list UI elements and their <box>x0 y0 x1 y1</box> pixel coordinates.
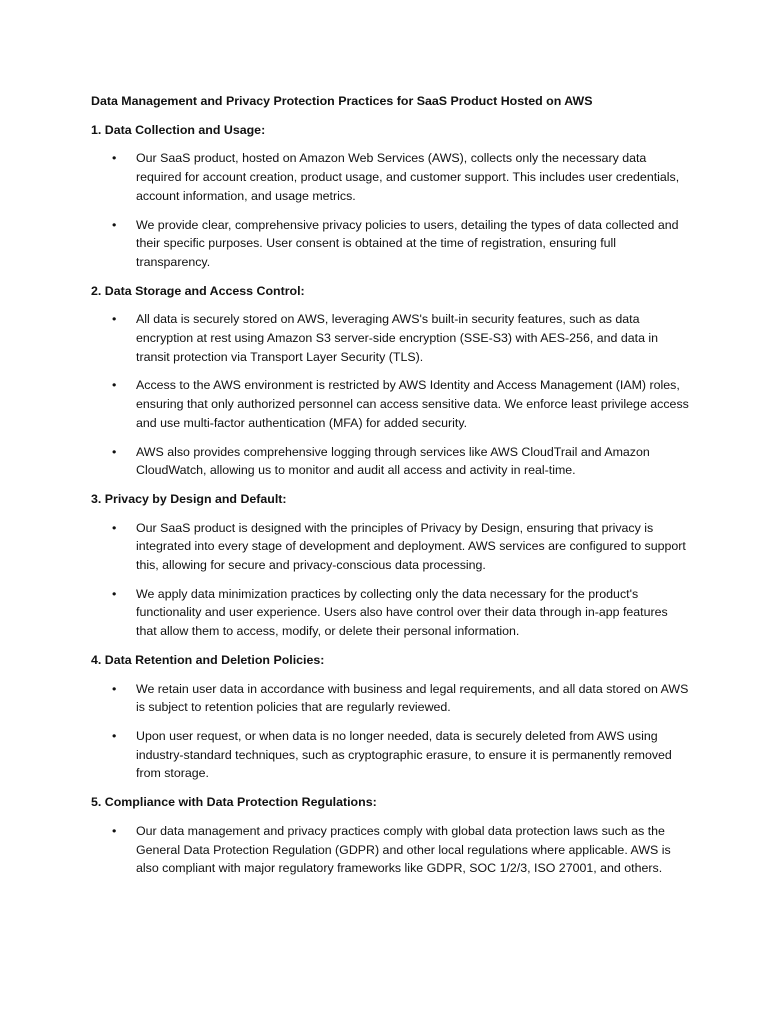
section-heading: 4. Data Retention and Deletion Policies: <box>91 652 325 667</box>
section-heading: 2. Data Storage and Access Control: <box>91 283 305 298</box>
list-item-text: Access to the AWS environment is restricted by AWS Identity and Access Management (IAM) roles, ensuring that only authorized personnel can access sensitive data. We enforce least privilege access and use multi-factor authentication (MFA) for added security. <box>136 378 689 430</box>
bullet-icon: • <box>112 151 117 166</box>
list-item <box>91 727 691 783</box>
bullet-icon: • <box>112 217 117 232</box>
bullet-list <box>91 680 691 784</box>
section-1 <box>91 121 691 272</box>
bullet-icon: • <box>112 728 117 743</box>
bullet-icon: • <box>112 312 117 327</box>
bullet-icon: • <box>112 444 117 459</box>
bullet-icon: • <box>112 681 117 696</box>
bullet-list <box>91 310 691 480</box>
section-2 <box>91 282 691 480</box>
bullet-icon: • <box>112 378 117 393</box>
bullet-icon: • <box>112 520 117 535</box>
list-item-text: We retain user data in accordance with business and legal requirements, and all data stored on AWS is subject to retention policies that are regularly reviewed. <box>136 681 689 715</box>
bullet-list <box>91 822 691 878</box>
document-page <box>91 92 691 888</box>
list-item <box>91 519 691 575</box>
list-item <box>91 310 691 366</box>
list-item <box>91 680 691 717</box>
list-item <box>91 585 691 641</box>
bullet-icon: • <box>112 586 117 601</box>
bullet-icon: • <box>112 823 117 838</box>
list-item <box>91 443 691 480</box>
section-heading: 3. Privacy by Design and Default: <box>91 491 287 506</box>
bullet-list <box>91 149 691 271</box>
document-title: Data Management and Privacy Protection Practices for SaaS Product Hosted on AWS <box>91 94 593 108</box>
document-body <box>91 121 691 878</box>
section-heading: 1. Data Collection and Usage: <box>91 122 266 137</box>
list-item-text: We provide clear, comprehensive privacy policies to users, detailing the types of data collected and their specific purposes. User consent is obtained at the time of registration, ensuring full transparency. <box>136 217 679 269</box>
list-item-text: Our data management and privacy practices comply with global data protection laws such as the General Data Protection Regulation (GDPR) and other local regulations where applicable. AWS is also compliant with major regulatory frameworks like GDPR, SOC 1/2/3, ISO 27001, and others. <box>136 823 671 876</box>
list-item-text: Upon user request, or when data is no longer needed, data is securely deleted from AWS using industry-standard techniques, such as cryptographic erasure, to ensure it is permanently removed from storage. <box>136 728 672 781</box>
list-item <box>91 822 691 878</box>
section-4 <box>91 651 691 783</box>
section-3 <box>91 490 691 641</box>
list-item-text: All data is securely stored on AWS, leveraging AWS's built-in security features, such as data encryption at rest using Amazon S3 server-side encryption (SSE-S3) with AES-256, and data in transit protection via Transport Layer Security (TLS). <box>136 312 659 364</box>
list-item <box>91 149 691 205</box>
list-item-text: AWS also provides comprehensive logging through services like AWS CloudTrail and Amazon CloudWatch, allowing us to monitor and audit all access and activity in real-time. <box>136 444 650 478</box>
list-item-text: Our SaaS product is designed with the principles of Privacy by Design, ensuring that privacy is integrated into every stage of development and deployment. AWS services are configured to support this, allowing for secure and privacy-conscious data processing. <box>136 520 686 573</box>
section-heading: 5. Compliance with Data Protection Regulations: <box>91 795 377 810</box>
list-item <box>91 376 691 432</box>
list-item-text: Our SaaS product, hosted on Amazon Web Services (AWS), collects only the necessary data required for account creation, product usage, and customer support. This includes user credentials, account information, and usage metrics. <box>136 151 680 203</box>
list-item <box>91 216 691 272</box>
bullet-list <box>91 519 691 641</box>
section-5 <box>91 793 691 878</box>
list-item-text: We apply data minimization practices by collecting only the data necessary for the product's functionality and user experience. Users also have control over their data through in-app features that allow them to access, modify, or delete their personal information. <box>136 586 668 639</box>
